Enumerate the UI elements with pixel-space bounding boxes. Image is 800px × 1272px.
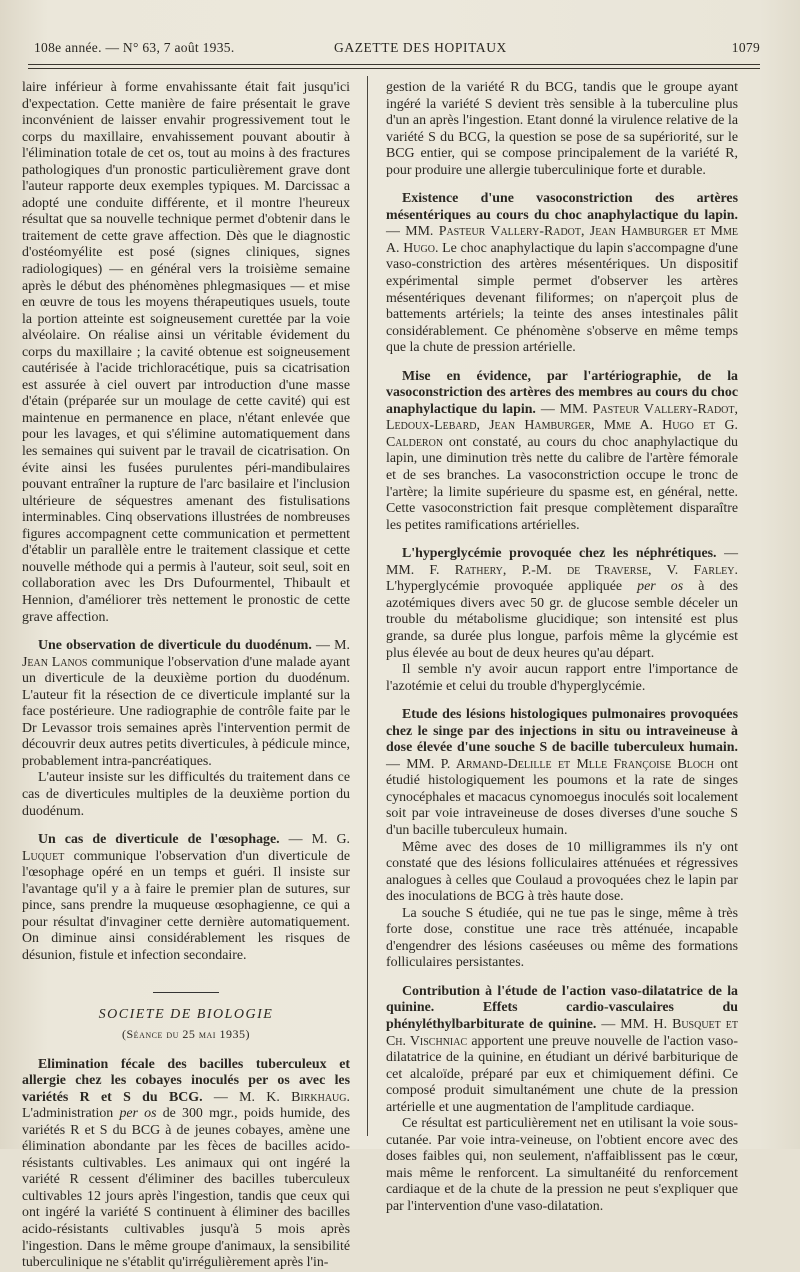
- right-column: [386, 80, 738, 1216]
- article-text: L'hyperglycémie provoquée appliquée: [386, 579, 623, 595]
- article-lesions: Etude des lésions histologiques pulmonaires provoquées chez le singe par des injections in situ ou intraveineuse à dose élevée d'une souche S de bacille tuberculeux humain. — MM. P. Armand-Delille et Mlle Françoise Bloch ont étudié histologiquement les poumons et la rate de singes cynocéphales et macacus cynomoegus inoculés soit localement soit par voie intraveineuse de doses diverses d'une souche S d'un bacille tuberculeux humain.: [386, 707, 738, 838]
- column-divider: [367, 76, 368, 1136]
- society-title: SOCIETE DE BIOLOGIE: [98, 1007, 274, 1023]
- article-paragraph: Il semble n'y avoir aucun rapport entre l'importance de l'azotémie et celui du trouble d'hyperglycémie.: [386, 662, 738, 694]
- article-paragraph: Même avec des doses de 10 milligrammes ils n'y ont constaté que des lésions folliculaires atténuées et régressives analogues à celles que Coulaud a provoquées chez le lapin par des inoculations de BCG à très haute dose.: [386, 839, 738, 905]
- article-text: de 300 mgr., poids humide, des variétés R et S du BCG à de jeunes cobayes, amène une élimination abondante par les fèces de bacilles acido-résistants cultivables. Les animaux qui ont ingéré la variété R cessent d'éliminer des bacilles tuberculeux cultivables 12 jours après l'ingestion, tandis que ceux qui ont ingéré la variété S continuent à éliminer des bacilles acido-résistants cultivables jusqu'à 5 mois après l'ingestion. Dans le même groupe d'animaux, la sensibilité tuberculinique ne s'établit qu'irrégulièrement après l'in-: [22, 1106, 350, 1271]
- article-quinine: Contribution à l'étude de l'action vaso-dilatatrice de la quinine. Effets cardio-vasculaires du phényléthylbarbiturate de quinine. — MM. H. Busquet et Ch. Vischniac apportent une preuve nouvelle de l'action vaso-dilatatrice de la quinine, en étudiant un dérivé barbiturique de cet alcaloïde, préparé par eux et chimiquement défini. Ce composé produit simultanément une chute de la pression artérielle et une augmentation de l'amplitude cardiaque.: [386, 983, 739, 1115]
- issue-info: 108e année. — N° 63, 7 août 1935.: [34, 40, 235, 55]
- article-author: Jean Lanos: [22, 654, 88, 670]
- article-text: communique l'observation d'une malade ayant un diverticule de la deuxième portion du duodénum. L'auteur fit la résection de ce diverticule implanté sur la face postérieure. Une radiographie de contrôle faite par le Dr Levassor trois semaines après l'intervention permit de découvrir deux autres petits diverticules, à pédicule mince, probablement intra-pancréatiques.: [22, 654, 350, 769]
- article-continuation: gestion de la variété R du BCG, tandis que le groupe ayant ingéré la variété S devient très sensible à la tuberculine plus d'un an après l'ingestion. Etant donné la virulence relative de la variété S du BCG, la question se pose de sa supériorité, sur le BCG entier, qui se compose principalement de la variété R, pour produire une allergie tuberculinique forte et durable.: [386, 80, 738, 178]
- article-title: L'hyperglycémie provoquée chez les néphrétiques.: [402, 546, 717, 562]
- section-rule: [153, 992, 219, 993]
- article-title: Une observation de diverticule du duodénum.: [38, 638, 312, 654]
- article-text: ont étudié histologiquement les poumons et la rate de singes cynocéphales et macacus cynomoegus inoculés soit localement soit par voie intraveineuse de doses diverses d'une souche S d'un bacille tuberculeux humain.: [386, 756, 738, 838]
- article-author: K. Birkhaug: [266, 1089, 347, 1105]
- article-paragraph: L'auteur insiste sur les difficultés du traitement dans ce cas de diverticules multiples de la deuxième portion du duodénum.: [22, 770, 350, 819]
- header-rule: [28, 64, 760, 65]
- article-title: Elimination fécale des bacilles tuberculeux et allergie chez les cobayes inoculés per os avec les variétés R et S du BCG.: [22, 1056, 350, 1105]
- article-oesophage: Un cas de diverticule de l'œsophage. — M. G. Luquet communique l'observation d'un diverticule de l'œsophage opéré en un temps et guéri. Il insiste sur l'avantage qu'il y a à faire le premier plan de sutures, sur pince, sans prendre la muqueuse œsophagienne, ce qui a pour résultat d'invaginer cette dernière automatiquement. On diminue ainsi considérablement les risques de désunion, fistule et infection secondaire.: [22, 832, 350, 963]
- article-arteriography: Mise en évidence, par l'artériographie, de la vasoconstriction des artères des membres au cours du choc anaphylactique du lapin. — MM. Pasteur Vallery-Radot, Ledoux-Lebard, Jean Hamburger, Mme A. Hugo et G. Calderon ont constaté, au cours du choc anaphylactique du lapin, une diminution très nette du calibre de l'artère fémorale et de ses branches. La vasoconstriction occupe le tronc de l'artère; la limite supérieure du spasme est, en général, nette. Cette vasoconstriction fait presque complètement disparaître les petites ramifications artérielles.: [386, 368, 738, 533]
- article-authors: P. Armand-Delille et Mlle Françoise Bloch: [440, 756, 714, 772]
- article-title: Etude des lésions histologiques pulmonaires provoquées chez le singe par des injections in situ ou intraveineuse à dose élevée d'une souche S de bacille tuberculeux humain.: [386, 707, 738, 756]
- header-rule-thin: [28, 68, 760, 69]
- article-title: Mise en évidence, par l'artériographie, de la vasoconstriction des artères des membres au cours du choc anaphylactique du lapin.: [386, 368, 738, 417]
- article-continuation: laire inférieur à forme envahissante était fait jusqu'ici d'expectation. Cette manière de faire présentait le grave inconvénient de laisser envahir progressivement tout le corps du maxillaire, envahissement pouvant aboutir à l'élimination totale de cet os, tout au moins à des fractures pathologiques d'un pronostic particulièrement grave dont l'auteur rapporte deux exemples typiques. M. Darcissac a adopté une conduite différente, et il montre l'heureux résultat que sa nouvelle technique permet d'obtenir dans le traitement de cette grave affection. Dès que le diagnostic d'ostéomyélite est posé (signes cliniques, signes radiologiques) — en général vers la troisième semaine après le début des phénomènes phlegmasiques — et mise en œuvre de tous les moyens thérapeutiques usuels, toute la portion atteinte est soigneusement curettée par la voie alvéolaire. On réalise ainsi un véritable évidement du corps du maxillaire ; la cavité obtenue est soigneusement cautérisée à l'acide trichloracétique, puis sa cicatrisation est assurée à ciel ouvert par introduction d'une masse d'étain (préparée sur un moulage de cette cavité) qui est maintenue en permanence en place, n'étant enlevée que pour les lavages, et qui s'élimine automatiquement dans les semaines qui suivent par le travail de cicatrisation. On évite ainsi les fusées purulentes péri-mandibulaires pouvant entraîner la rupture de l'arc basilaire et l'inclusion ultérieure de séquestres amenant des fistulisations interminables. Cinq observations illustrées de nombreuses figures accompagnent cette communication et permettent d'établir un parallèle entre le traitement classique et cette nouvelle méthode qui a permis à l'auteur, soit seul, soit en collaboration avec les Drs Dufourmentel, Thibault et Hennion, d'améliorer très nettement le pronostic de cette grave affection.: [22, 80, 350, 625]
- page-number: 1079: [731, 40, 760, 55]
- article-authors: Pasteur Vallery-Radot, Ledoux-Lebard, Jean Hamburger, Mme A. Hugo et G. Calderon: [386, 401, 738, 450]
- article-authors: H. Busquet et Ch. Vischniac: [386, 1016, 739, 1049]
- article-title: Contribution à l'étude de l'action vaso-dilatatrice de la quinine. Effets cardio-vasculaires du phényléthylbarbiturate de quinine.: [386, 983, 738, 1032]
- left-column: [22, 80, 350, 1272]
- article-emphasis: per os: [119, 1106, 157, 1122]
- article-authors: F. Rathery, P.-M. de Traverse, V. Farley: [429, 562, 735, 578]
- article-author: G. Luquet: [22, 832, 350, 864]
- article-paragraph: Ce résultat est particulièrement net en utilisant la voie sous-cutanée. Par voie intra-veineuse, on l'obtient encore avec des doses faibles qui, non seulement, n'affaiblissent pas le cœur, mais même le renforcent. La simultanéité du renforcement cardiaque et de la chute de la pression ne peut s'expliquer que par l'intervention d'une vaso-dilatation.: [386, 1116, 738, 1214]
- article-emphasis: per os: [637, 579, 684, 595]
- page-header: [34, 40, 760, 60]
- article-text: apportent une preuve nouvelle de l'action vaso-dilatatrice de la quinine, en étudiant un dérivé barbiturique de cet alcaloïde, préparé par eux et chimiquement défini. Ce composé produit simultanément une chute de la pression artérielle et une augmentation de l'amplitude cardiaque.: [386, 1033, 738, 1115]
- article-paragraph: La souche S étudiée, qui ne tue pas le singe, même à très forte dose, constitue une race très atténuée, incapable d'engendrer des lésions caséeuses ou même des formations folliculaires persistantes.: [386, 905, 738, 971]
- article-birkhaug: Elimination fécale des bacilles tuberculeux et allergie chez les cobayes inoculés per os avec les variétés R et S du BCG. — M. K. Birkhaug. L'administration per os de 300 mgr., poids humide, des variétés R et S du BCG à de jeunes cobayes, amène une élimination abondante par les fèces de bacilles acido-résistants cultivables. Les animaux qui ont ingéré la variété R cessent d'éliminer des bacilles tuberculeux cultivables 12 jours après l'ingestion, tandis que ceux qui ont ingéré la variété S continuent à éliminer des bacilles acido-résistants cultivables jusqu'à 5 mois après l'ingestion. Dans le même groupe d'animaux, la sensibilité tuberculinique ne s'établit qu'irrégulièrement après l'in-: [22, 1056, 350, 1271]
- article-mesenteric: Existence d'une vasoconstriction des artères mésentériques au cours du choc anaphylactique du lapin. — MM. Pasteur Vallery-Radot, Jean Hamburger et Mme A. Hugo. Le choc anaphylactique du lapin s'accompagne d'une vaso-constriction des artères mésentériques. Un dispositif expérimental simple permet d'observer les artères mésentériques devenant filiformes; on n'aperçoit plus de battements artériels; la teinte des anses intestinales pâlit considérablement. Ce phénomène s'observe en même temps que la chute de pression artérielle.: [386, 191, 738, 356]
- journal-title: GAZETTE DES HOPITAUX: [334, 40, 507, 55]
- article-text: L'administration: [22, 1106, 114, 1122]
- article-title: Un cas de diverticule de l'œsophage.: [38, 832, 280, 848]
- article-title: Existence d'une vasoconstriction des artères mésentériques au cours du choc anaphylactique du lapin.: [386, 191, 738, 223]
- article-text: Le choc anaphylactique du lapin s'accompagne d'une vaso-constriction des artères mésentériques. Un dispositif expérimental simple permet d'observer les artères mésentériques devenant filiformes; on n'aperçoit plus de battements artériels; la teinte des anses intestinales pâlit considérablement. Ce phénomène s'observe en même temps que la chute de pression artérielle.: [386, 240, 738, 356]
- article-authors: Pasteur Vallery-Radot, Jean Hamburger et Mme A. Hugo: [386, 224, 738, 256]
- article-duodenum: Une observation de diverticule du duodénum. — M. Jean Lanos communique l'observation d'une malade ayant un diverticule de la deuxième portion du duodénum. L'auteur fit la résection de ce diverticule implanté sur la face postérieure. Une radiographie de contrôle faite par le Dr Levassor trois semaines après l'intervention permit de découvrir deux autres petits diverticules, à pédicule mince, probablement intra-pancréatiques.: [22, 638, 350, 769]
- article-text: communique l'observation d'un diverticule de l'œsophage opéré en un temps et guéri. Il insiste sur l'avantage qu'il y a à faire le premier plan de sutures, sur pince, sans prendre la muqueuse œsophagienne, ce qui a pour résultat d'invaginer cette dernière automatiquement. On diminue ainsi considérablement les risques de désunion, fistule et infection secondaire.: [22, 848, 350, 963]
- society-date: (Séance du 25 mai 1935): [122, 1026, 250, 1041]
- article-hyperglycemia: L'hyperglycémie provoquée chez les néphrétiques. — MM. F. Rathery, P.-M. de Traverse, V. Farley. L'hyperglycémie provoquée appliquée per os à des azotémiques divers avec 50 gr. de glucose semble déceler un trouble du métabolisme glucidique; son intensité est plus grande, sa durée plus longue, parfois même la glycémie est plus élevée au bout de deux heures qu'au départ.: [386, 546, 739, 661]
- article-text: ont constaté, au cours du choc anaphylactique du lapin, une diminution très nette du calibre de l'artère fémorale et de ses branches. La vasoconstriction occupe le tronc de l'artère; la limite supérieure du spasme est, en général, nette. Cette vasoconstriction fait presque complètement disparaître les petites ramifications artérielles.: [386, 434, 738, 533]
- article-text: à des azotémiques divers avec 50 gr. de glucose semble déceler un trouble du métabolisme glucidique; son intensité est plus grande, sa durée plus longue, parfois même la glycémie est plus élevée au bout de deux heures qu'au départ.: [386, 579, 739, 661]
